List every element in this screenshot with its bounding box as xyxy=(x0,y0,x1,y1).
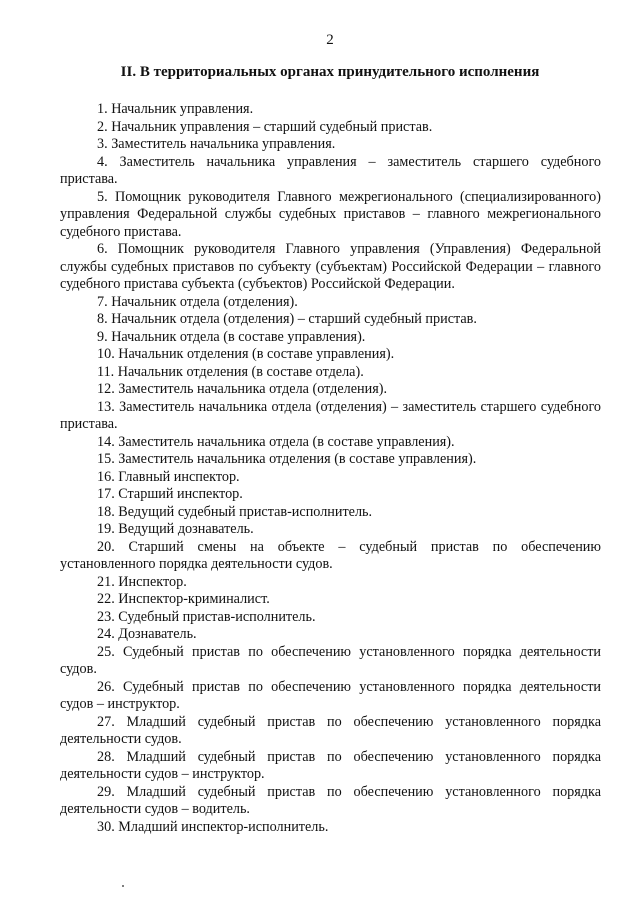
list-item: 20. Старший смены на объекте – судебный пристав по обеспечению установленного порядка деятельности судов. xyxy=(60,538,601,572)
list-item: 17. Старший инспектор. xyxy=(97,486,243,502)
scan-speck xyxy=(122,885,124,887)
list-item: 8. Начальник отдела (отделения) – старший судебный пристав. xyxy=(97,311,477,327)
list-item: 27. Младший судебный пристав по обеспечению установленного порядка деятельности судов. xyxy=(60,713,601,747)
list-item: 3. Заместитель начальника управления. xyxy=(97,136,336,152)
list-item: 30. Младший инспектор-исполнитель. xyxy=(97,818,329,835)
section-title: II. В территориальных органах принудительного исполнения xyxy=(120,64,540,80)
list-item: 22. Инспектор-криминалист. xyxy=(97,591,270,607)
list-item: 18. Ведущий судебный пристав-исполнитель. xyxy=(97,503,373,520)
list-item: 2. Начальник управления – старший судебный пристав. xyxy=(97,118,433,135)
list-item: 12. Заместитель начальника отдела (отделения). xyxy=(97,381,388,397)
list-item: 4. Заместитель начальника управления – заместитель старшего судебного пристава. xyxy=(60,153,601,187)
list-item: 14. Заместитель начальника отдела (в составе управления). xyxy=(97,433,455,450)
list-item: 29. Младший судебный пристав по обеспечению установленного порядка деятельности судов – водитель. xyxy=(60,783,601,817)
list-item: 1. Начальник управления. xyxy=(97,101,254,117)
list-item: 7. Начальник отдела (отделения). xyxy=(97,293,298,310)
list-item: 26. Судебный пристав по обеспечению установленного порядка деятельности судов – инструктор. xyxy=(60,678,601,712)
list-item: 19. Ведущий дознаватель. xyxy=(97,521,254,537)
list-item: 6. Помощник руководителя Главного управления (Управления) Федеральной службы судебных приставов по субъекту (субъектам) Российской Федерации – главного судебного пристава субъекта (субъектов) Российской Федерации. xyxy=(60,241,601,292)
position-list xyxy=(60,101,601,836)
list-item: 21. Инспектор. xyxy=(97,573,187,590)
list-item: 23. Судебный пристав-исполнитель. xyxy=(97,608,316,625)
list-item: 15. Заместитель начальника отделения (в составе управления). xyxy=(97,451,477,467)
list-item: 28. Младший судебный пристав по обеспечению установленного порядка деятельности судов – инструктор. xyxy=(60,748,601,782)
list-item: 9. Начальник отдела (в составе управления). xyxy=(97,328,366,345)
list-item: 13. Заместитель начальника отдела (отделения) – заместитель старшего судебного пристава. xyxy=(60,398,601,432)
list-item: 11. Начальник отделения (в составе отдела). xyxy=(97,363,364,380)
list-item: 5. Помощник руководителя Главного межрегионального (специализированного) управления Федеральной службы судебных приставов – главного межрегионального судебного пристава. xyxy=(60,188,601,240)
page-number: 2 xyxy=(326,32,334,48)
list-item: 10. Начальник отделения (в составе управления). xyxy=(97,346,395,362)
list-item: 16. Главный инспектор. xyxy=(97,468,240,485)
list-item: 24. Дознаватель. xyxy=(97,626,197,642)
list-item: 25. Судебный пристав по обеспечению установленного порядка деятельности судов. xyxy=(60,643,601,677)
